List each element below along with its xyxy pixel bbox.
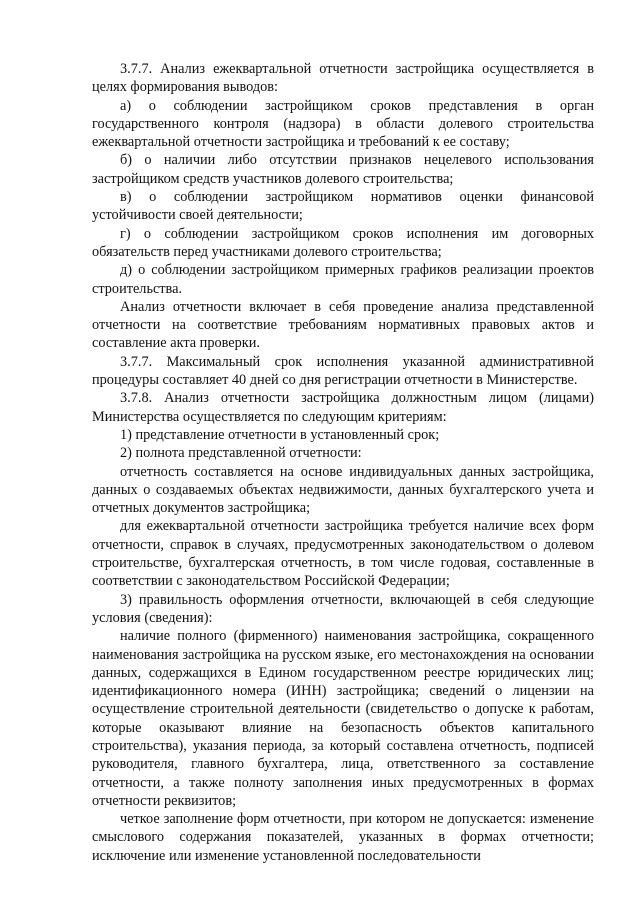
paragraph-criterion-3: 3) правильность оформления отчетности, включающей в себя следующие условия (сведения): xyxy=(92,591,594,626)
paragraph-criteria: 3.7.8. Анализ отчетности застройщика должностным лицом (лицами) Министерства осуществляется по следующим критериям: xyxy=(92,390,594,425)
paragraph-item-d: д) о соблюдении застройщиком примерных графиков реализации проектов строительства. xyxy=(92,262,594,297)
paragraph-criterion-2: 2) полнота представленной отчетности: xyxy=(120,445,362,462)
paragraph-required-details: наличие полного (фирменного) наименования застройщика, сокращенного наименования застройщика на русском языке, его местонахождения на основании данных, содержащихся в Едином государственном реестре юридических лиц; идентификационного номера (ИНН) застройщика; сведений о лицензии на осуществление строительной деятельности (свидетельство о допуске к работам, которые оказывают влияние на безопасность объектов капитального строительства), указания периода, за который составлена отчетность, подписей руководителя, главного бухгалтера, лица, ответственного за составление отчетности, а также полноту заполнения иных предусмотренных в формах отчетности реквизитов; xyxy=(92,628,594,809)
paragraph-form-filling: четкое заполнение форм отчетности, при котором не допускается: изменение смыслового содержания показателей, указанных в формах отчетности; исключение или изменение установленной последовательности xyxy=(92,811,594,864)
paragraph-report-basis: отчетность составляется на основе индивидуальных данных застройщика, данных о создаваемых объектах недвижимости, данных бухгалтерского учета и отчетных документов застройщика; xyxy=(92,463,594,517)
paragraph-criterion-1: 1) представление отчетности в установленный срок; xyxy=(120,426,440,443)
paragraph-max-term: 3.7.7. Максимальный срок исполнения указанной административной процедуры составляет 40 дней со дня регистрации отчетности в Министерстве. xyxy=(92,353,594,389)
paragraph-item-b: б) о наличии либо отсутствии признаков нецелевого использования застройщиком средств участников долевого строительства; xyxy=(92,152,594,187)
paragraph-analysis-goals: 3.7.7. Анализ ежеквартальной отчетности застройщика осуществляется в целях формирования выводов: xyxy=(92,61,594,96)
document-page xyxy=(92,60,594,865)
paragraph-item-v: в) о соблюдении застройщиком нормативов оценки финансовой устойчивости своей деятельности; xyxy=(92,189,594,224)
paragraph-quarterly-forms: для ежеквартальной отчетности застройщика требуется наличие всех форм отчетности, справок в случаях, предусмотренных законодательством о долевом строительстве, бухгалтерская отчетность, в том числе годовая, составленные в соответствии с законодательством Российской Федерации; xyxy=(92,518,594,590)
paragraph-analysis-scope: Анализ отчетности включает в себя проведение анализа представленной отчетности на соответствие требованиям нормативных правовых актов и составление акта проверки. xyxy=(92,298,594,352)
paragraph-item-g: г) о соблюдении застройщиком сроков исполнения им договорных обязательств перед участниками долевого строительства; xyxy=(92,225,594,260)
paragraph-item-a: а) о соблюдении застройщиком сроков представления в орган государственного контроля (надзора) в области долевого строительства ежеквартальной отчетности застройщика и требований к ее составу; xyxy=(92,97,594,151)
